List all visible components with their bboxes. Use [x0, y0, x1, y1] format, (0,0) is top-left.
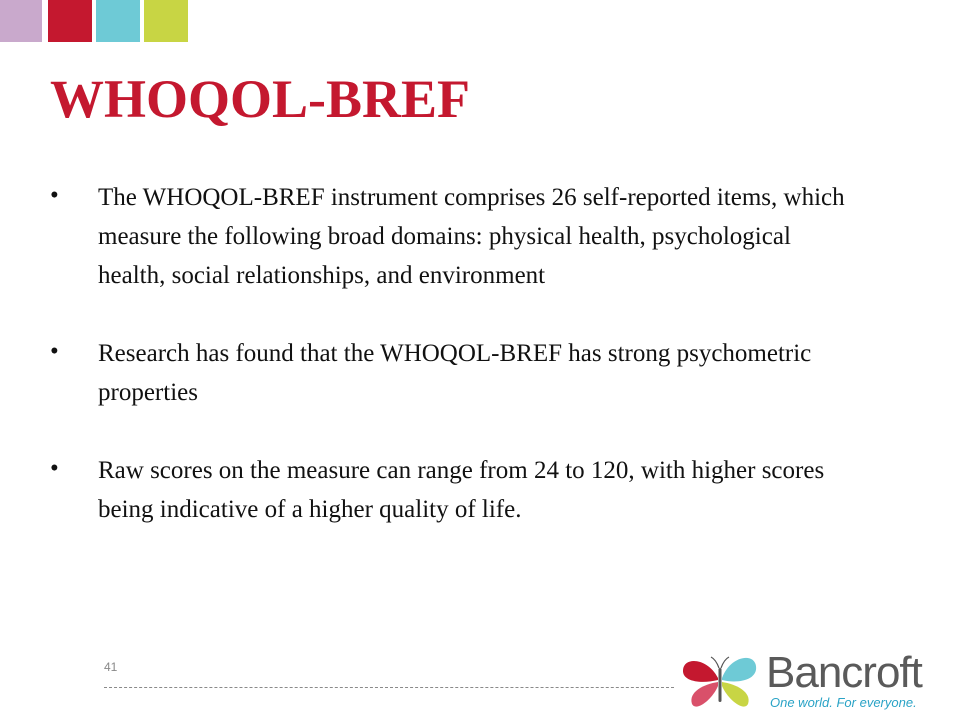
- bullet-icon: •: [50, 455, 59, 482]
- bullet-item: [50, 451, 850, 529]
- bullet-item: [50, 334, 850, 412]
- logo-name: Bancroft: [766, 648, 922, 697]
- accent-block-lime: [144, 0, 188, 42]
- bullet-list: [50, 178, 850, 529]
- bancroft-logo: [680, 650, 930, 712]
- bullet-text: Research has found that the WHOQOL-BREF has strong psychometric properties: [98, 340, 812, 406]
- accent-block-red: [48, 0, 92, 42]
- footer-divider: [104, 687, 674, 688]
- butterfly-logo-icon: [680, 650, 758, 712]
- page-number: 41: [104, 660, 118, 674]
- accent-block-teal: [96, 0, 140, 42]
- bullet-text: The WHOQOL-BREF instrument comprises 26 self-reported items, which measure the following broad domains: physical health, psychological health, social relationships, and environment: [98, 184, 845, 289]
- logo-tagline: One world. For everyone.: [770, 695, 917, 710]
- bullet-icon: •: [50, 182, 59, 209]
- slide-title: WHOQOL-BREF: [50, 69, 471, 129]
- bullet-icon: •: [50, 338, 59, 365]
- bullet-text: Raw scores on the measure can range from 24 to 120, with higher scores being indicative of a higher quality of life.: [98, 457, 825, 523]
- bullet-item: [50, 178, 850, 295]
- accent-block-purple: [0, 0, 42, 42]
